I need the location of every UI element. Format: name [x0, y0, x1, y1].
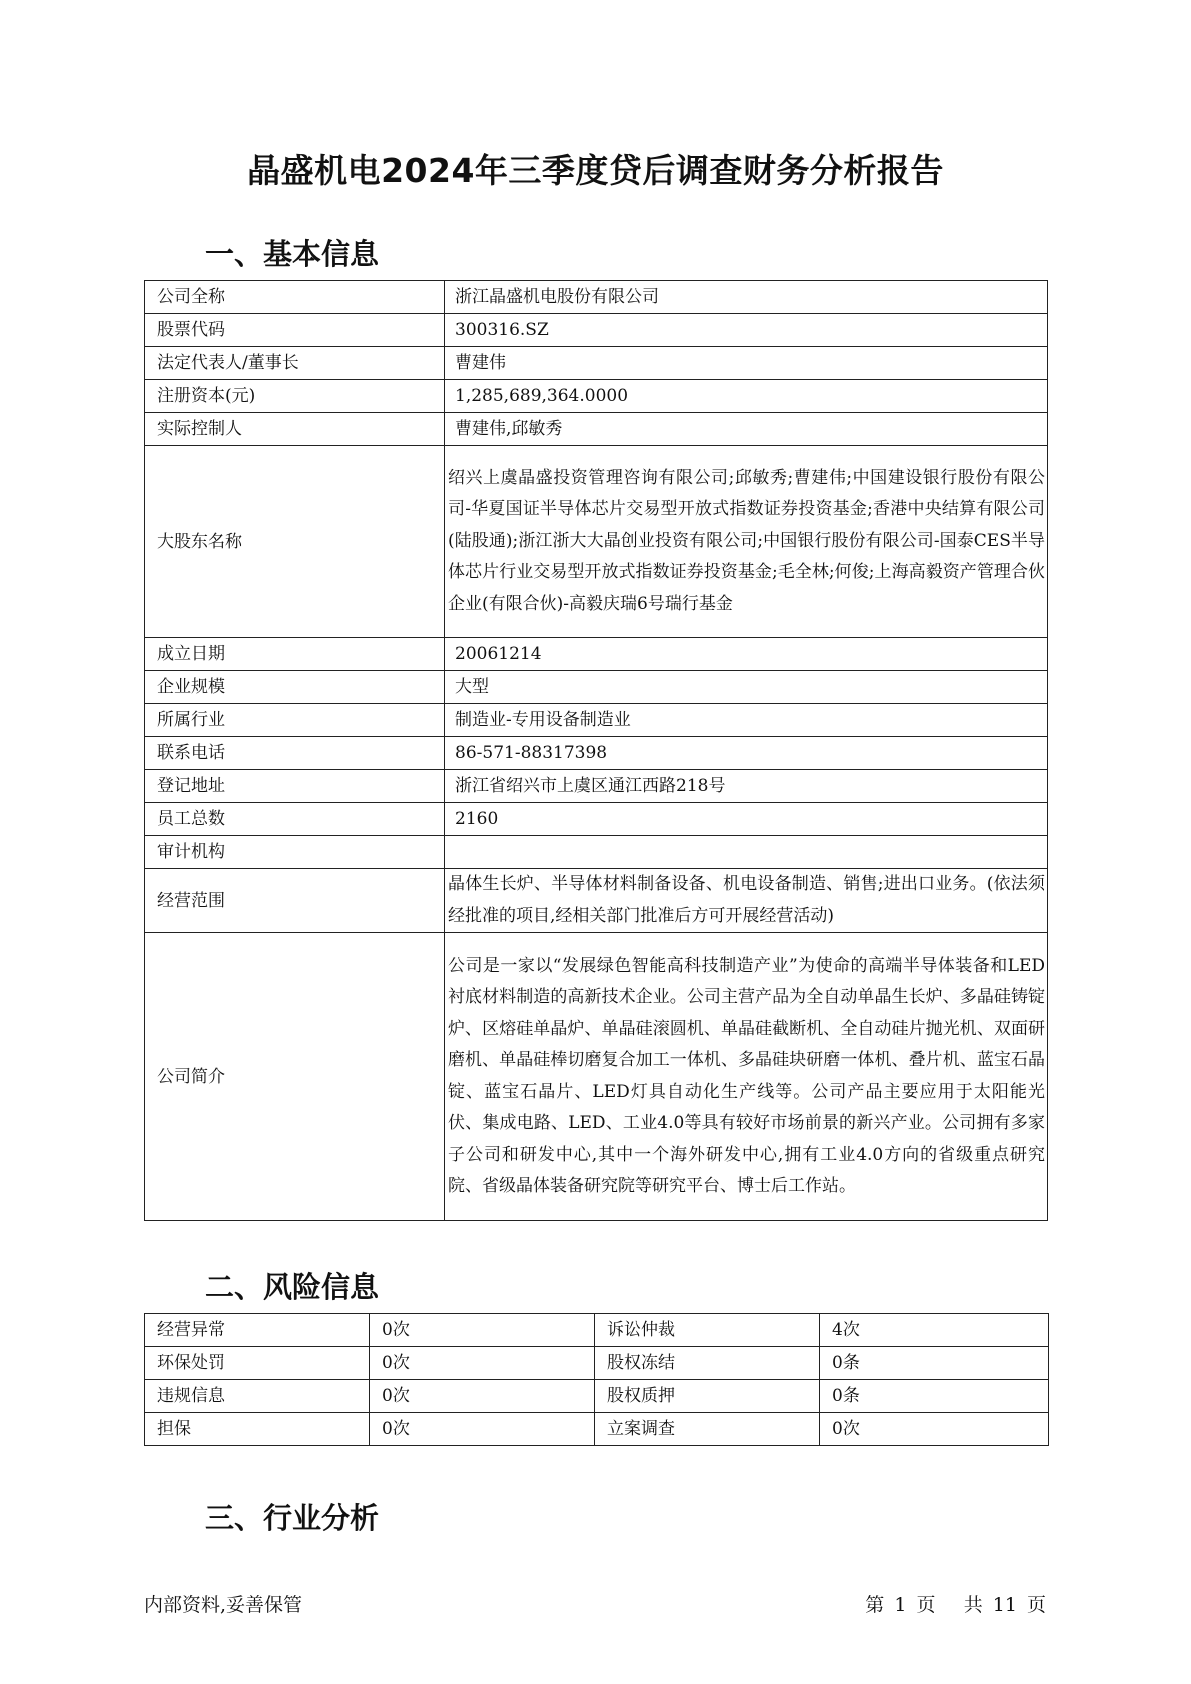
risk-value: 0条	[820, 1380, 1049, 1413]
total-suffix: 页	[1026, 1594, 1046, 1616]
table-row	[145, 281, 1048, 314]
row-value: 2160	[445, 803, 1048, 836]
risk-label: 担保	[145, 1413, 370, 1446]
table-row	[145, 704, 1048, 737]
table-row	[145, 1314, 1049, 1347]
risk-value: 4次	[820, 1314, 1049, 1347]
row-value: 300316.SZ	[445, 314, 1048, 347]
row-label: 所属行业	[145, 704, 445, 737]
row-label: 审计机构	[145, 836, 445, 869]
risk-value: 0次	[370, 1347, 595, 1380]
table-row	[145, 737, 1048, 770]
row-label: 企业规模	[145, 671, 445, 704]
row-value: 绍兴上虞晶盛投资管理咨询有限公司;邱敏秀;曹建伟;中国建设银行股份有限公司-华夏国证半导体芯片交易型开放式指数证券投资基金;香港中央结算有限公司(陆股通);浙江浙大大晶创业投资有限公司;中国银行股份有限公司-国泰CES半导体芯片行业交易型开放式指数证券投资基金;毛全林;何俊;上海高毅资产管理合伙企业(有限合伙)-高毅庆瑞6号瑞行基金	[445, 446, 1048, 638]
risk-info-table	[144, 1313, 1049, 1446]
table-row	[145, 1347, 1049, 1380]
row-value: 浙江晶盛机电股份有限公司	[445, 281, 1048, 314]
risk-value: 0次	[370, 1314, 595, 1347]
table-row	[145, 347, 1048, 380]
row-value: 1,285,689,364.0000	[445, 380, 1048, 413]
table-row	[145, 446, 1048, 638]
risk-label: 违规信息	[145, 1380, 370, 1413]
row-label: 联系电话	[145, 737, 445, 770]
footer-confidential-note: 内部资料,妥善保管	[144, 1594, 303, 1616]
row-value: 86-571-88317398	[445, 737, 1048, 770]
risk-label: 股权冻结	[595, 1347, 820, 1380]
risk-value: 0条	[820, 1347, 1049, 1380]
row-value: 制造业-专用设备制造业	[445, 704, 1048, 737]
row-value: 曹建伟	[445, 347, 1048, 380]
risk-label: 立案调查	[595, 1413, 820, 1446]
row-value: 晶体生长炉、半导体材料制备设备、机电设备制造、销售;进出口业务。(依法须经批准的项目,经相关部门批准后方可开展经营活动)	[445, 869, 1048, 933]
section-heading-industry-analysis: 三、行业分析	[205, 1501, 380, 1535]
table-row	[145, 933, 1048, 1221]
row-value: 曹建伟,邱敏秀	[445, 413, 1048, 446]
row-label: 注册资本(元)	[145, 380, 445, 413]
table-row	[145, 671, 1048, 704]
row-label: 实际控制人	[145, 413, 445, 446]
table-row	[145, 638, 1048, 671]
basic-info-table	[144, 280, 1048, 1221]
row-label: 经营范围	[145, 869, 445, 933]
risk-value: 0次	[370, 1380, 595, 1413]
section-heading-risk-info: 二、风险信息	[205, 1270, 380, 1304]
row-label: 大股东名称	[145, 446, 445, 638]
footer-page-number	[863, 1590, 1048, 1617]
page-suffix: 页	[916, 1594, 936, 1616]
table-row	[145, 1413, 1049, 1446]
row-label: 公司简介	[145, 933, 445, 1221]
risk-value: 0次	[370, 1413, 595, 1446]
risk-value: 0次	[820, 1413, 1049, 1446]
table-row	[145, 836, 1048, 869]
risk-label: 经营异常	[145, 1314, 370, 1347]
table-row	[145, 314, 1048, 347]
risk-label: 诉讼仲裁	[595, 1314, 820, 1347]
table-row	[145, 380, 1048, 413]
row-value: 20061214	[445, 638, 1048, 671]
page-prefix: 第	[865, 1594, 885, 1616]
risk-label: 股权质押	[595, 1380, 820, 1413]
row-label: 成立日期	[145, 638, 445, 671]
row-label: 法定代表人/董事长	[145, 347, 445, 380]
row-label: 登记地址	[145, 770, 445, 803]
row-value: 浙江省绍兴市上虞区通江西路218号	[445, 770, 1048, 803]
table-row	[145, 413, 1048, 446]
total-prefix: 共	[963, 1594, 983, 1616]
table-row	[145, 869, 1048, 933]
row-value: 大型	[445, 671, 1048, 704]
section-heading-basic-info: 一、基本信息	[205, 237, 380, 271]
table-row	[145, 1380, 1049, 1413]
page-total: 11	[992, 1594, 1017, 1616]
risk-label: 环保处罚	[145, 1347, 370, 1380]
row-label: 公司全称	[145, 281, 445, 314]
page-current: 1	[894, 1594, 907, 1616]
row-value	[445, 836, 1048, 869]
row-value: 公司是一家以“发展绿色智能高科技制造产业”为使命的高端半导体装备和LED衬底材料制造的高新技术企业。公司主营产品为全自动单晶生长炉、多晶硅铸锭炉、区熔硅单晶炉、单晶硅滚圆机、单晶硅截断机、全自动硅片抛光机、双面研磨机、单晶硅棒切磨复合加工一体机、多晶硅块研磨一体机、叠片机、蓝宝石晶锭、蓝宝石晶片、LED灯具自动化生产线等。公司产品主要应用于太阳能光伏、集成电路、LED、工业4.0等具有较好市场前景的新兴产业。公司拥有多家子公司和研发中心,其中一个海外研发中心,拥有工业4.0方向的省级重点研究院、省级晶体装备研究院等研究平台、博士后工作站。	[445, 933, 1048, 1221]
table-row	[145, 803, 1048, 836]
row-label: 员工总数	[145, 803, 445, 836]
document-title: 晶盛机电2024年三季度贷后调查财务分析报告	[247, 151, 944, 190]
row-label: 股票代码	[145, 314, 445, 347]
table-row	[145, 770, 1048, 803]
